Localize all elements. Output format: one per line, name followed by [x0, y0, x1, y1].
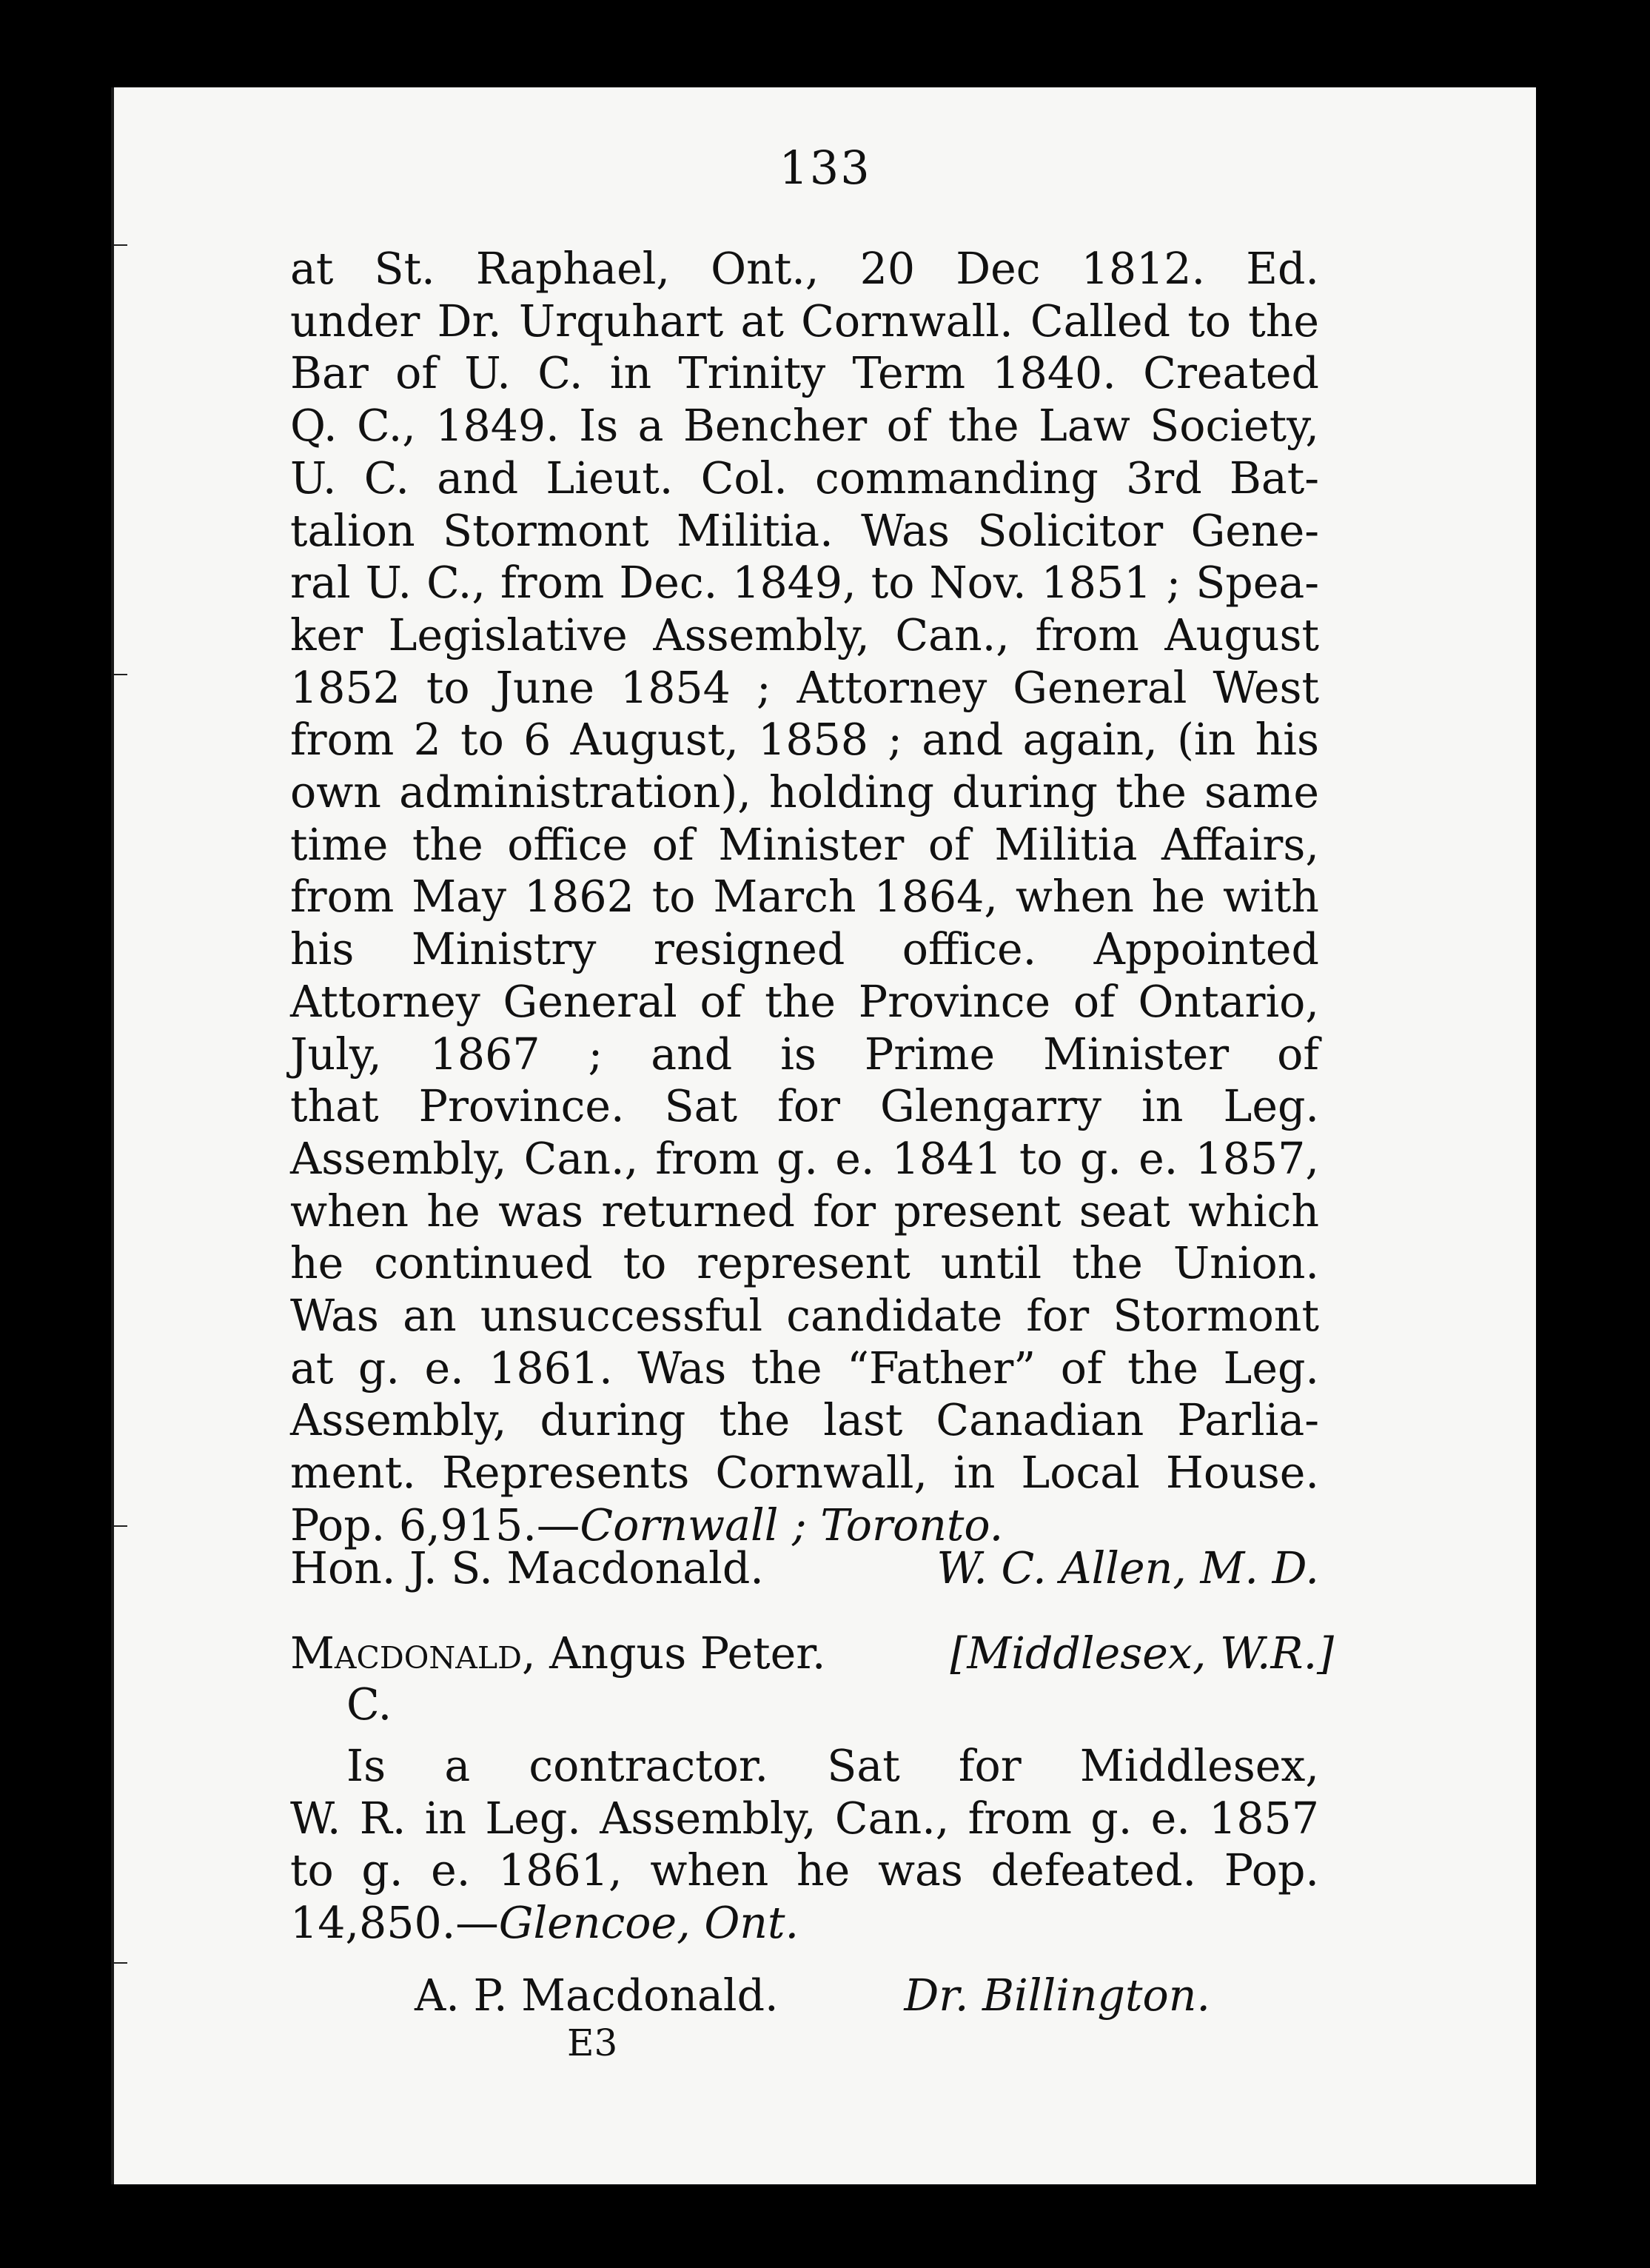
- body-line: his Ministry resigned office. Appointed: [290, 924, 1319, 975]
- body-line: Assembly, Can., from g. e. 1841 to g. e. 1857,: [290, 1133, 1319, 1184]
- body-line: W. R. in Leg. Assembly, Can., from g. e. 1857: [290, 1793, 1319, 1844]
- entry-name: [290, 1628, 825, 1679]
- body-line: Is a contractor. Sat for Middlesex,: [346, 1741, 1319, 1791]
- body-line: Q. C., 1849. Is a Bencher of the Law Society,: [290, 401, 1319, 452]
- body-line: Assembly, during the last Canadian Parlia-: [290, 1395, 1319, 1446]
- body-last-line: [290, 1897, 1319, 1950]
- signature-reference: W. C. Allen, M. D.: [936, 1543, 1319, 1593]
- spine-tick: [114, 244, 127, 246]
- population-text: Pop. 6,915.—: [290, 1499, 580, 1551]
- signature-line: [415, 1970, 1210, 2021]
- entry-surname: Macdonald,: [290, 1628, 536, 1679]
- printer-signature-mark: E3: [567, 2021, 618, 2064]
- entry-constituency: [Middlesex, W.R.]: [950, 1628, 1334, 1679]
- entry-given-names: Angus Peter.: [535, 1628, 826, 1679]
- entry-heading: [290, 1628, 1334, 1679]
- entry-party: C.: [346, 1679, 392, 1730]
- book-spine: [111, 87, 127, 2184]
- body-line: ker Legislative Assembly, Can., from August: [290, 609, 1319, 660]
- body-line: that Province. Sat for Glengarry in Leg.: [290, 1081, 1319, 1132]
- spine-tick: [114, 1525, 127, 1527]
- signature-line: [290, 1542, 1319, 1594]
- body-line: 1852 to June 1854 ; Attorney General West: [290, 662, 1319, 713]
- body-line: at g. e. 1861. Was the “Father” of the Leg.: [290, 1342, 1319, 1394]
- signature-reference: Dr. Billington.: [904, 1970, 1210, 2021]
- place-names: Cornwall ; Toronto.: [580, 1499, 1004, 1551]
- body-line: time the office of Minister of Militia Affairs,: [290, 819, 1319, 870]
- population-text: 14,850.—: [290, 1898, 499, 1949]
- signature-name: A. P. Macdonald.: [415, 1970, 779, 2021]
- body-line: from 2 to 6 August, 1858 ; and again, (in his: [290, 715, 1319, 766]
- page-number: 133: [779, 141, 871, 195]
- body-line: ment. Represents Cornwall, in Local House.: [290, 1448, 1319, 1499]
- place-names: Glencoe, Ont.: [498, 1898, 799, 1949]
- body-line: from May 1862 to March 1864, when he with: [290, 872, 1319, 923]
- body-line: own administration), holding during the same: [290, 767, 1319, 818]
- body-line: Bar of U. C. in Trinity Term 1840. Created: [290, 348, 1319, 399]
- body-line: at St. Raphael, Ont., 20 Dec 1812. Ed.: [290, 244, 1319, 294]
- entry-paragraph: [290, 1740, 1319, 1950]
- body-line: Attorney General of the Province of Ontario,: [290, 976, 1319, 1027]
- body-line: he continued to represent until the Union.: [290, 1238, 1319, 1289]
- body-line: to g. e. 1861, when he was defeated. Pop.: [290, 1845, 1319, 1896]
- body-line: under Dr. Urquhart at Cornwall. Called to the: [290, 295, 1319, 347]
- body-line: July, 1867 ; and is Prime Minister of: [290, 1028, 1319, 1080]
- body-line: when he was returned for present seat which: [290, 1185, 1319, 1237]
- body-line: talion Stormont Militia. Was Solicitor Gene-: [290, 505, 1319, 556]
- body-paragraph: [290, 243, 1319, 1552]
- spine-tick: [114, 1962, 127, 1964]
- signature-name: Hon. J. S. Macdonald.: [290, 1543, 764, 1593]
- spine-tick: [114, 674, 127, 675]
- body-line: U. C. and Lieut. Col. commanding 3rd Bat-: [290, 452, 1319, 504]
- body-line: ral U. C., from Dec. 1849, to Nov. 1851 ; Spea-: [290, 558, 1319, 609]
- body-line: Was an unsuccessful candidate for Stormont: [290, 1291, 1319, 1342]
